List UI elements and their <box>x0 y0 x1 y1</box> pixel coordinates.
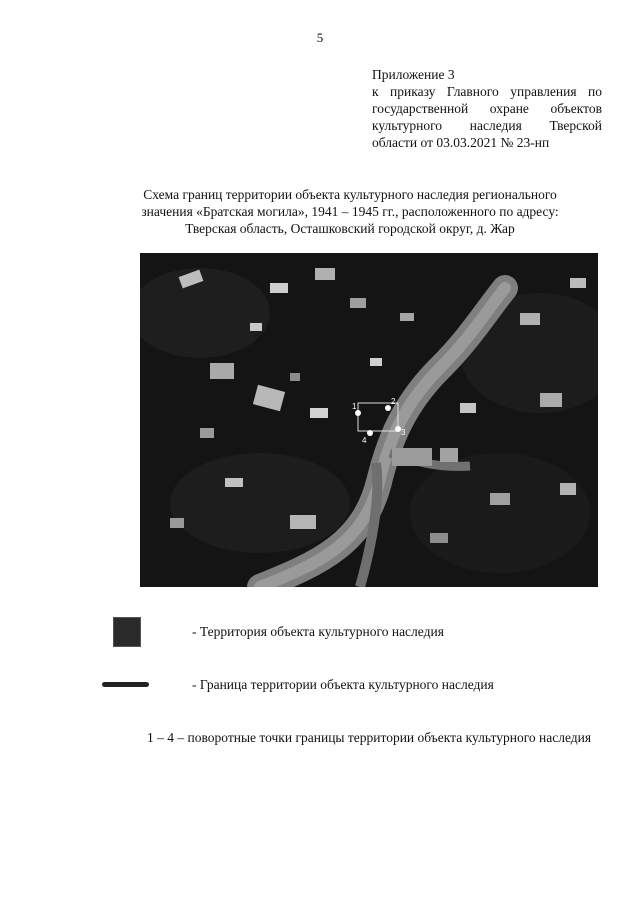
legend-territory-label: - Территория объекта культурного наследия <box>192 624 444 639</box>
point-label-2: 2 <box>391 397 396 406</box>
legend-territory-swatch <box>113 617 141 647</box>
appendix-line-3: государственной охране объектов <box>372 101 602 116</box>
title-line-2: значения «Братская могила», 1941 – 1945 гг., расположенного по адресу: <box>141 204 559 219</box>
legend-boundary-swatch <box>102 682 149 687</box>
boundary-point-4 <box>367 430 373 436</box>
appendix-line-5: области от 03.03.2021 № 23-нп <box>372 135 550 150</box>
point-label-3: 3 <box>401 428 406 437</box>
document-title <box>90 186 610 237</box>
page-number: 5 <box>316 30 324 45</box>
map-drawing <box>140 253 598 587</box>
appendix-line-2: к приказу Главного управления по <box>372 84 602 99</box>
appendix-line-1: Приложение 3 <box>372 67 455 82</box>
legend-boundary-label: - Граница территории объекта культурного наследия <box>192 677 494 692</box>
turn-points-note: 1 – 4 – поворотные точки границы территории объекта культурного наследия <box>147 730 592 745</box>
point-label-4: 4 <box>362 436 367 445</box>
point-label-1: 1 <box>352 402 357 411</box>
title-line-3: Тверская область, Осташковский городской округ, д. Жар <box>185 221 515 236</box>
title-line-1: Схема границ территории объекта культурного наследия регионального <box>143 187 557 202</box>
appendix-line-4: культурного наследия Тверской <box>372 118 602 133</box>
satellite-map <box>140 253 598 587</box>
appendix-header <box>372 66 602 151</box>
